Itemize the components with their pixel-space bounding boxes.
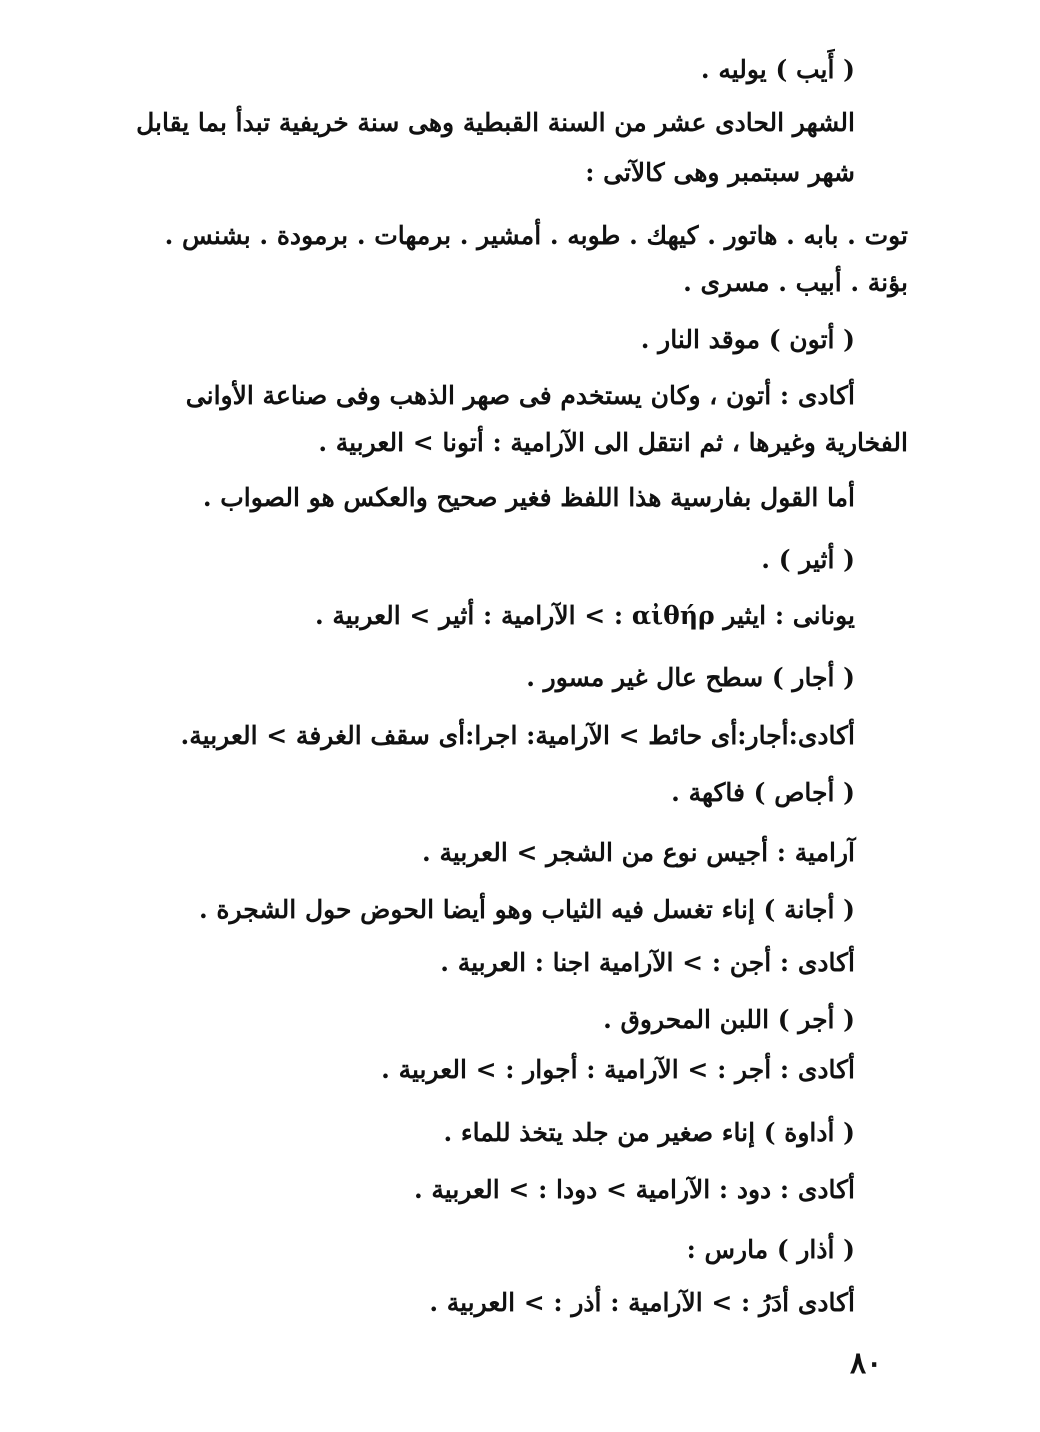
entry-heading-ajas: ( أجاص ) فاكهة . [671,778,855,807]
text-line: أكادى : أجن : > الآرامية اجنا : العربية . [440,948,855,977]
text-line: آرامية : أجيس نوع من الشجر > العربية . [422,838,855,867]
text-line: أكادى : دود : الآرامية > دودا : > العربية . [414,1175,855,1204]
entry-heading-adhar: ( أذار ) مارس : [686,1235,855,1264]
entry-heading-ayib: ( أَيب ) يوليه . [700,55,855,84]
text-line: أكادى أدَرُ : > الآرامية : أذر : > العربية . [429,1288,855,1317]
entry-heading-ajar: ( أجار ) سطح عال غير مسور . [526,663,855,692]
text-line: أكادى:أجار:أى حائط > الآرامية: اجرا:أى سقف الغرفة > العربية. [180,721,855,750]
text-line: أكادى : أتون ، وكان يستخدم فى صهر الذهب وفى صناعة الأوانى [185,381,855,410]
text-line: أما القول بفارسية هذا اللفظ فغير صحيح والعكس هو الصواب . [202,483,855,512]
entry-heading-atun: ( أتون ) موقد النار . [640,325,855,354]
entry-heading-ajur: ( أجر ) اللبن المحروق . [603,1005,855,1034]
text-line: أكادى : أجر : > الآرامية : أجوار : > العربية . [381,1055,855,1084]
text-line: الفخارية وغيرها ، ثم انتقل الى الآرامية : أتونا > العربية . [318,428,908,457]
page-number: ٨٠ [850,1346,883,1381]
text-line: توت . بابه . هاتور . كيهك . طوبه . أمشير . برمهات . برمودة . بشنس . [164,221,908,250]
entry-heading-ajana: ( أجانة ) إناء تغسل فيه الثياب وهو أيضا الحوض حول الشجرة . [198,895,855,924]
text-line: شهر سبتمبر وهى كالآتى : [585,158,855,187]
entry-heading-adawa: ( أداوة ) إناء صغير من جلد يتخذ للماء . [443,1118,855,1147]
text-line: بؤنة . أبيب . مسرى . [683,268,908,297]
entry-heading-athir: ( أثير ) . [761,545,855,574]
text-line: يونانى : ايثير αἰθήρ : > الآرامية : أثير > العربية . [315,601,855,630]
text-line: الشهر الحادى عشر من السنة القبطية وهى سنة خريفية تبدأ بما يقابل [136,108,855,137]
